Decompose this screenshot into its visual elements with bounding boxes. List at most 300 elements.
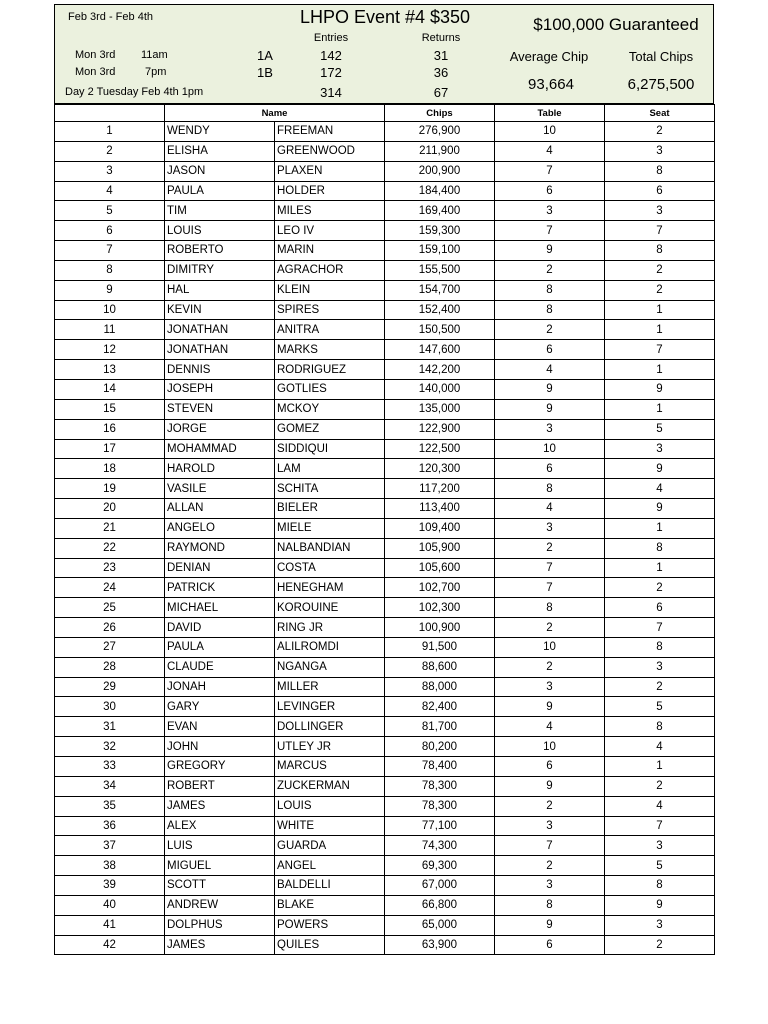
last-name-cell: LAM xyxy=(275,459,385,479)
seat-cell: 2 xyxy=(605,122,715,142)
chips-cell: 63,900 xyxy=(385,935,495,955)
table-row xyxy=(55,360,715,380)
first-name-cell: DOLPHUS xyxy=(165,915,275,935)
chips-cell: 135,000 xyxy=(385,399,495,419)
guarantee-text: $100,000 Guaranteed xyxy=(533,15,699,34)
table-column-header: Table xyxy=(495,105,605,122)
table-cell: 2 xyxy=(495,618,605,638)
last-name-cell: RODRIGUEZ xyxy=(275,360,385,380)
rank-cell: 25 xyxy=(55,598,165,618)
seat-cell: 2 xyxy=(605,935,715,955)
table-row xyxy=(55,598,715,618)
first-name-cell: DIMITRY xyxy=(165,260,275,280)
chips-cell: 150,500 xyxy=(385,320,495,340)
chips-cell: 80,200 xyxy=(385,737,495,757)
chips-cell: 100,900 xyxy=(385,618,495,638)
table-row xyxy=(55,320,715,340)
rank-cell: 27 xyxy=(55,637,165,657)
last-name-cell: PLAXEN xyxy=(275,161,385,181)
first-name-cell: JOHN xyxy=(165,737,275,757)
rank-cell: 24 xyxy=(55,578,165,598)
table-row xyxy=(55,419,715,439)
first-name-cell: ROBERTO xyxy=(165,241,275,261)
rank-cell: 36 xyxy=(55,816,165,836)
first-name-cell: SCOTT xyxy=(165,876,275,896)
first-name-cell: RAYMOND xyxy=(165,538,275,558)
table-cell: 2 xyxy=(495,796,605,816)
flight-1b-time: 7pm xyxy=(145,66,167,78)
table-cell: 2 xyxy=(495,856,605,876)
seat-cell: 6 xyxy=(605,598,715,618)
seat-cell: 3 xyxy=(605,141,715,161)
table-row xyxy=(55,697,715,717)
seat-cell: 7 xyxy=(605,340,715,360)
last-name-cell: ZUCKERMAN xyxy=(275,776,385,796)
seat-cell: 7 xyxy=(605,618,715,638)
seat-cell: 2 xyxy=(605,260,715,280)
seat-cell: 5 xyxy=(605,697,715,717)
table-row xyxy=(55,479,715,499)
table-cell: 4 xyxy=(495,717,605,737)
last-name-cell: BALDELLI xyxy=(275,876,385,896)
last-name-cell: COSTA xyxy=(275,558,385,578)
seat-cell: 8 xyxy=(605,538,715,558)
last-name-cell: RING JR xyxy=(275,618,385,638)
table-cell: 10 xyxy=(495,439,605,459)
rank-cell: 1 xyxy=(55,122,165,142)
chips-cell: 117,200 xyxy=(385,479,495,499)
table-row xyxy=(55,895,715,915)
chips-cell: 65,000 xyxy=(385,915,495,935)
day2-label: Day 2 Tuesday Feb 4th 1pm xyxy=(65,86,204,98)
returns-label: Returns xyxy=(421,32,461,44)
rank-cell: 41 xyxy=(55,915,165,935)
first-name-cell: ALEX xyxy=(165,816,275,836)
first-name-cell: JAMES xyxy=(165,935,275,955)
first-name-cell: PAULA xyxy=(165,637,275,657)
total-entries: 314 xyxy=(320,85,342,100)
seat-cell: 1 xyxy=(605,757,715,777)
rank-cell: 32 xyxy=(55,737,165,757)
last-name-cell: SCHITA xyxy=(275,479,385,499)
chips-cell: 159,300 xyxy=(385,221,495,241)
seat-cell: 3 xyxy=(605,836,715,856)
rank-cell: 6 xyxy=(55,221,165,241)
chips-cell: 82,400 xyxy=(385,697,495,717)
last-name-cell: ANGEL xyxy=(275,856,385,876)
seat-cell: 5 xyxy=(605,856,715,876)
table-row xyxy=(55,518,715,538)
table-cell: 3 xyxy=(495,677,605,697)
first-name-cell: JASON xyxy=(165,161,275,181)
rank-cell: 42 xyxy=(55,935,165,955)
rank-cell: 5 xyxy=(55,201,165,221)
table-cell: 10 xyxy=(495,637,605,657)
first-name-cell: ALLAN xyxy=(165,499,275,519)
table-row xyxy=(55,856,715,876)
seat-cell: 2 xyxy=(605,280,715,300)
chips-cell: 140,000 xyxy=(385,379,495,399)
table-row xyxy=(55,499,715,519)
rank-cell: 18 xyxy=(55,459,165,479)
first-name-cell: JONATHAN xyxy=(165,340,275,360)
rank-cell: 17 xyxy=(55,439,165,459)
table-row xyxy=(55,677,715,697)
table-row xyxy=(55,439,715,459)
chips-cell: 120,300 xyxy=(385,459,495,479)
first-name-cell: DENNIS xyxy=(165,360,275,380)
seat-cell: 5 xyxy=(605,419,715,439)
seat-cell: 3 xyxy=(605,201,715,221)
last-name-cell: POWERS xyxy=(275,915,385,935)
last-name-cell: SIDDIQUI xyxy=(275,439,385,459)
rank-cell: 9 xyxy=(55,280,165,300)
average-chip-value: 93,664 xyxy=(528,76,574,93)
table-cell: 3 xyxy=(495,816,605,836)
first-name-cell: GREGORY xyxy=(165,757,275,777)
seat-cell: 7 xyxy=(605,816,715,836)
first-name-cell: MIGUEL xyxy=(165,856,275,876)
table-cell: 7 xyxy=(495,558,605,578)
chips-cell: 154,700 xyxy=(385,280,495,300)
chips-cell: 113,400 xyxy=(385,499,495,519)
rank-cell: 29 xyxy=(55,677,165,697)
seat-cell: 6 xyxy=(605,181,715,201)
table-row xyxy=(55,935,715,955)
table-row xyxy=(55,618,715,638)
entries-label: Entries xyxy=(313,32,349,44)
last-name-cell: WHITE xyxy=(275,816,385,836)
seat-cell: 7 xyxy=(605,221,715,241)
table-row xyxy=(55,717,715,737)
rank-cell: 7 xyxy=(55,241,165,261)
seat-cell: 2 xyxy=(605,677,715,697)
rank-cell: 3 xyxy=(55,161,165,181)
rank-cell: 14 xyxy=(55,379,165,399)
chips-cell: 159,100 xyxy=(385,241,495,261)
rank-cell: 39 xyxy=(55,876,165,896)
table-cell: 9 xyxy=(495,915,605,935)
first-name-cell: STEVEN xyxy=(165,399,275,419)
chips-cell: 200,900 xyxy=(385,161,495,181)
first-name-cell: JOSEPH xyxy=(165,379,275,399)
rank-cell: 22 xyxy=(55,538,165,558)
rank-cell: 4 xyxy=(55,181,165,201)
flight-1b-label: 1B xyxy=(257,65,273,80)
rank-cell: 2 xyxy=(55,141,165,161)
first-name-cell: VASILE xyxy=(165,479,275,499)
rank-cell: 30 xyxy=(55,697,165,717)
last-name-cell: GREENWOOD xyxy=(275,141,385,161)
seat-cell: 9 xyxy=(605,499,715,519)
chips-cell: 77,100 xyxy=(385,816,495,836)
first-name-cell: DENIAN xyxy=(165,558,275,578)
table-row xyxy=(55,399,715,419)
rank-cell: 8 xyxy=(55,260,165,280)
table-cell: 6 xyxy=(495,757,605,777)
table-cell: 3 xyxy=(495,518,605,538)
table-row xyxy=(55,201,715,221)
rank-cell: 12 xyxy=(55,340,165,360)
table-cell: 6 xyxy=(495,935,605,955)
seat-cell: 8 xyxy=(605,161,715,181)
last-name-cell: MARCUS xyxy=(275,757,385,777)
name-column-header: Name xyxy=(165,105,385,122)
chips-cell: 88,000 xyxy=(385,677,495,697)
table-row xyxy=(55,141,715,161)
seat-cell: 9 xyxy=(605,895,715,915)
chips-cell: 74,300 xyxy=(385,836,495,856)
last-name-cell: KOROUINE xyxy=(275,598,385,618)
rank-cell: 34 xyxy=(55,776,165,796)
table-header-row xyxy=(55,105,715,122)
chips-cell: 169,400 xyxy=(385,201,495,221)
chips-cell: 102,300 xyxy=(385,598,495,618)
first-name-cell: JONAH xyxy=(165,677,275,697)
rank-cell: 16 xyxy=(55,419,165,439)
flight-1a-time: 11am xyxy=(141,49,168,61)
chips-cell: 122,500 xyxy=(385,439,495,459)
first-name-cell: WENDY xyxy=(165,122,275,142)
table-row xyxy=(55,637,715,657)
chips-cell: 88,600 xyxy=(385,657,495,677)
last-name-cell: HENEGHAM xyxy=(275,578,385,598)
last-name-cell: MARIN xyxy=(275,241,385,261)
last-name-cell: MILES xyxy=(275,201,385,221)
table-cell: 7 xyxy=(495,221,605,241)
chip-count-sheet xyxy=(54,4,714,955)
table-cell: 9 xyxy=(495,399,605,419)
seat-cell: 1 xyxy=(605,320,715,340)
seat-cell: 3 xyxy=(605,915,715,935)
rank-cell: 20 xyxy=(55,499,165,519)
rank-cell: 13 xyxy=(55,360,165,380)
flight-1b-returns: 36 xyxy=(433,65,449,80)
last-name-cell: MCKOY xyxy=(275,399,385,419)
first-name-cell: PAULA xyxy=(165,181,275,201)
chips-cell: 81,700 xyxy=(385,717,495,737)
table-cell: 8 xyxy=(495,280,605,300)
chip-count-table xyxy=(54,104,715,955)
flight-1a-returns: 31 xyxy=(433,48,449,63)
table-row xyxy=(55,836,715,856)
chips-cell: 102,700 xyxy=(385,578,495,598)
table-cell: 6 xyxy=(495,181,605,201)
seat-column-header: Seat xyxy=(605,105,715,122)
seat-cell: 1 xyxy=(605,399,715,419)
first-name-cell: LUIS xyxy=(165,836,275,856)
last-name-cell: BIELER xyxy=(275,499,385,519)
chips-cell: 276,900 xyxy=(385,122,495,142)
table-row xyxy=(55,657,715,677)
table-cell: 10 xyxy=(495,737,605,757)
last-name-cell: NALBANDIAN xyxy=(275,538,385,558)
first-name-cell: CLAUDE xyxy=(165,657,275,677)
seat-cell: 3 xyxy=(605,439,715,459)
table-cell: 7 xyxy=(495,578,605,598)
flight-1b-entries: 172 xyxy=(320,65,342,80)
event-dates: Feb 3rd - Feb 4th xyxy=(68,11,153,23)
last-name-cell: HOLDER xyxy=(275,181,385,201)
event-title: LHPO Event #4 $350 xyxy=(299,7,471,27)
table-row xyxy=(55,241,715,261)
table-cell: 3 xyxy=(495,876,605,896)
flight-1a-label: 1A xyxy=(257,48,273,63)
rank-cell: 31 xyxy=(55,717,165,737)
table-cell: 3 xyxy=(495,419,605,439)
seat-cell: 9 xyxy=(605,459,715,479)
table-cell: 7 xyxy=(495,836,605,856)
table-cell: 2 xyxy=(495,538,605,558)
first-name-cell: ANDREW xyxy=(165,895,275,915)
total-returns: 67 xyxy=(433,85,449,100)
table-cell: 6 xyxy=(495,459,605,479)
last-name-cell: GOMEZ xyxy=(275,419,385,439)
first-name-cell: ANGELO xyxy=(165,518,275,538)
total-chips-label: Total Chips xyxy=(628,49,694,64)
last-name-cell: AGRACHOR xyxy=(275,260,385,280)
rank-cell: 23 xyxy=(55,558,165,578)
seat-cell: 1 xyxy=(605,360,715,380)
rank-column-header xyxy=(55,105,165,122)
flight-1b-day: Mon 3rd xyxy=(75,66,116,78)
first-name-cell: ELISHA xyxy=(165,141,275,161)
rank-cell: 21 xyxy=(55,518,165,538)
seat-cell: 1 xyxy=(605,558,715,578)
chips-cell: 69,300 xyxy=(385,856,495,876)
seat-cell: 3 xyxy=(605,657,715,677)
last-name-cell: KLEIN xyxy=(275,280,385,300)
table-cell: 8 xyxy=(495,598,605,618)
rank-cell: 28 xyxy=(55,657,165,677)
table-row xyxy=(55,757,715,777)
last-name-cell: BLAKE xyxy=(275,895,385,915)
first-name-cell: DAVID xyxy=(165,618,275,638)
table-cell: 8 xyxy=(495,895,605,915)
table-cell: 10 xyxy=(495,122,605,142)
chips-cell: 184,400 xyxy=(385,181,495,201)
table-row xyxy=(55,558,715,578)
chips-cell: 91,500 xyxy=(385,637,495,657)
first-name-cell: KEVIN xyxy=(165,300,275,320)
table-row xyxy=(55,816,715,836)
rank-cell: 19 xyxy=(55,479,165,499)
seat-cell: 2 xyxy=(605,578,715,598)
flight-1a-day: Mon 3rd xyxy=(75,49,116,61)
last-name-cell: LOUIS xyxy=(275,796,385,816)
table-cell: 7 xyxy=(495,161,605,181)
table-row xyxy=(55,379,715,399)
rank-cell: 11 xyxy=(55,320,165,340)
chips-cell: 105,600 xyxy=(385,558,495,578)
first-name-cell: MOHAMMAD xyxy=(165,439,275,459)
first-name-cell: JAMES xyxy=(165,796,275,816)
seat-cell: 8 xyxy=(605,637,715,657)
last-name-cell: FREEMAN xyxy=(275,122,385,142)
seat-cell: 8 xyxy=(605,241,715,261)
last-name-cell: UTLEY JR xyxy=(275,737,385,757)
seat-cell: 4 xyxy=(605,737,715,757)
first-name-cell: JONATHAN xyxy=(165,320,275,340)
table-cell: 4 xyxy=(495,141,605,161)
seat-cell: 2 xyxy=(605,776,715,796)
chips-cell: 105,900 xyxy=(385,538,495,558)
chips-cell: 147,600 xyxy=(385,340,495,360)
last-name-cell: MILLER xyxy=(275,677,385,697)
chips-cell: 78,300 xyxy=(385,796,495,816)
table-cell: 2 xyxy=(495,320,605,340)
first-name-cell: EVAN xyxy=(165,717,275,737)
last-name-cell: DOLLINGER xyxy=(275,717,385,737)
table-row xyxy=(55,260,715,280)
table-cell: 9 xyxy=(495,697,605,717)
table-row xyxy=(55,737,715,757)
rank-cell: 15 xyxy=(55,399,165,419)
last-name-cell: ANITRA xyxy=(275,320,385,340)
table-row xyxy=(55,340,715,360)
table-row xyxy=(55,300,715,320)
table-row xyxy=(55,280,715,300)
table-row xyxy=(55,459,715,479)
table-row xyxy=(55,776,715,796)
table-row xyxy=(55,221,715,241)
last-name-cell: MIELE xyxy=(275,518,385,538)
table-row xyxy=(55,796,715,816)
chips-column-header: Chips xyxy=(385,105,495,122)
chips-cell: 78,300 xyxy=(385,776,495,796)
chips-cell: 211,900 xyxy=(385,141,495,161)
last-name-cell: QUILES xyxy=(275,935,385,955)
flight-1a-entries: 142 xyxy=(320,48,342,63)
table-cell: 2 xyxy=(495,657,605,677)
rank-cell: 40 xyxy=(55,895,165,915)
first-name-cell: JORGE xyxy=(165,419,275,439)
chips-cell: 155,500 xyxy=(385,260,495,280)
first-name-cell: PATRICK xyxy=(165,578,275,598)
last-name-cell: MARKS xyxy=(275,340,385,360)
chips-cell: 67,000 xyxy=(385,876,495,896)
seat-cell: 8 xyxy=(605,717,715,737)
chips-cell: 122,900 xyxy=(385,419,495,439)
table-cell: 2 xyxy=(495,260,605,280)
table-cell: 4 xyxy=(495,499,605,519)
table-cell: 9 xyxy=(495,776,605,796)
chips-cell: 78,400 xyxy=(385,757,495,777)
first-name-cell: GARY xyxy=(165,697,275,717)
last-name-cell: GUARDA xyxy=(275,836,385,856)
first-name-cell: HAL xyxy=(165,280,275,300)
table-row xyxy=(55,161,715,181)
seat-cell: 4 xyxy=(605,796,715,816)
table-cell: 8 xyxy=(495,300,605,320)
first-name-cell: HAROLD xyxy=(165,459,275,479)
last-name-cell: ALILROMDI xyxy=(275,637,385,657)
last-name-cell: LEO IV xyxy=(275,221,385,241)
table-cell: 9 xyxy=(495,379,605,399)
seat-cell: 1 xyxy=(605,300,715,320)
seat-cell: 9 xyxy=(605,379,715,399)
table-cell: 9 xyxy=(495,241,605,261)
rank-cell: 35 xyxy=(55,796,165,816)
last-name-cell: LEVINGER xyxy=(275,697,385,717)
table-cell: 3 xyxy=(495,201,605,221)
table-row xyxy=(55,181,715,201)
rank-cell: 26 xyxy=(55,618,165,638)
last-name-cell: GOTLIES xyxy=(275,379,385,399)
seat-cell: 1 xyxy=(605,518,715,538)
table-cell: 4 xyxy=(495,360,605,380)
chips-cell: 66,800 xyxy=(385,895,495,915)
